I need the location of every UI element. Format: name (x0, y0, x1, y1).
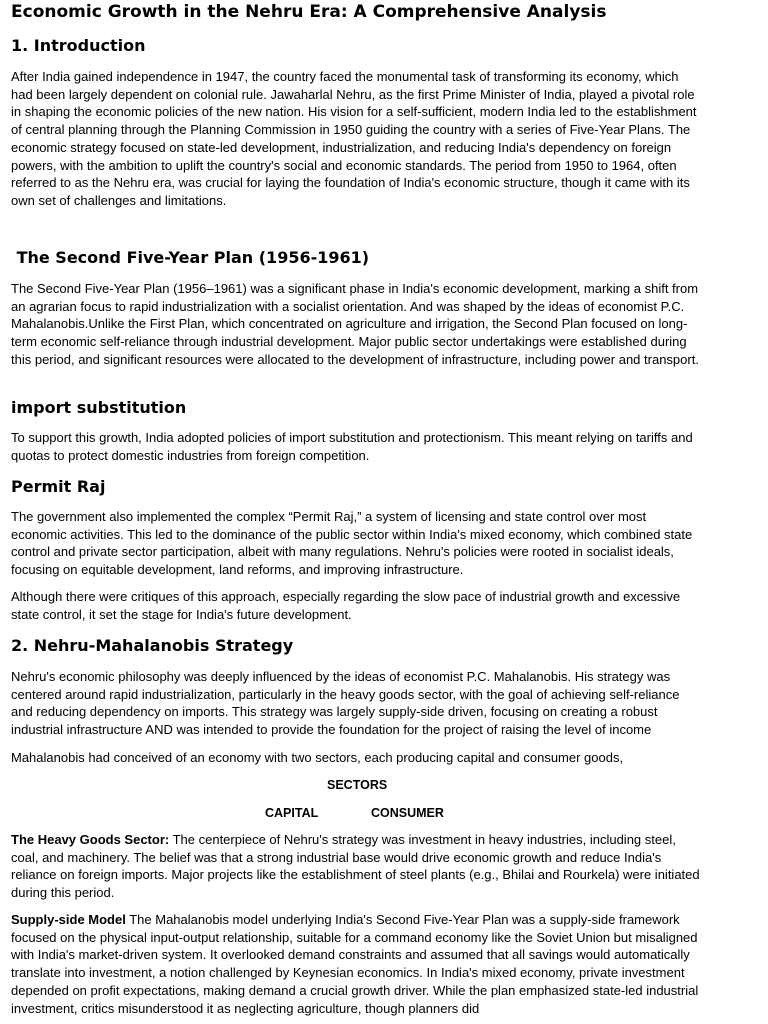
second-plan-heading: The Second Five-Year Plan (1956-1961) (11, 248, 370, 267)
heavy-goods-lead: The Heavy Goods Sector: (11, 832, 170, 847)
second-plan-paragraph: The Second Five-Year Plan (1956–1961) was a significant phase in India's economic development, marking a shift from an agrarian focus to rapid industrialization with a socialist orientation. And was shaped by the ideas of economist P.C. Mahalanobis.Unlike the First Plan, which concentrated on agriculture and irrigation, the Second Plan focused on long-term economic self-reliance through industrial development. Major public sector undertakings were established during this period, and significant resources were allocated to the development of infrastructure, including power and transport. (11, 281, 699, 367)
introduction-paragraph: After India gained independence in 1947, the country faced the monumental task of transforming its economy, which had been largely dependent on colonial rule. Jawaharlal Nehru, as the first Prime Minister of India, played a pivotal role in shaping the economic policies of the new nation. His vision for a self-sufficient, modern India led to the establishment of central planning through the Planning Commission in 1950 guiding the country with a series of Five-Year Plans. The economic strategy focused on state-led development, industrialization, and reducing India's dependency on foreign powers, with the ambition to uplift the country's social and economic standards. The period from 1950 to 1964, often referred to as the Nehru era, was crucial for laying the foundation of India's economic structure, though it came with its own set of challenges and limitations. (11, 69, 697, 208)
supply-side-body: The Mahalanobis model underlying India's Second Five-Year Plan was a supply-side framework focused on the physical input-output relationship, suitable for a command economy like the Soviet Union but misaligned with India's market-driven system. It overlooked demand constraints and assumed that all savings would automatically translate into investment, a notion challenged by Keynesian economics. In India's mixed economy, private investment depended on profit expectations, making demand a crucial growth driver. While the plan emphasized state-led industrial investment, critics misunderstood it as neglecting agriculture, though planners did (11, 912, 699, 1016)
strategy-paragraph-1: Nehru's economic philosophy was deeply influenced by the ideas of economist P.C. Mahalanobis. His strategy was centered around rapid industrialization, particularly in the heavy goods sector, with the goal of achieving self-reliance and reducing dependency on imports. This strategy was largely supply-side driven, focusing on creating a robust industrial infrastructure AND was intended to provide the foundation for the project of raising the level of income (11, 669, 680, 738)
heavy-goods-body: The centerpiece of Nehru's strategy was investment in heavy industries, including steel, coal, and machinery. The belief was that a strong industrial base would drive economic growth and reduce India's reliance on foreign imports. Major projects like the establishment of steel plants (e.g., Bhilai and Rourkela) were initiated during this period. (11, 832, 700, 901)
heavy-goods-paragraph (11, 831, 701, 902)
sectors-label: SECTORS (327, 778, 388, 792)
supply-side-lead: Supply-side Model (11, 912, 126, 927)
permit-raj-paragraph-1: The government also implemented the complex “Permit Raj,” a system of licensing and state control over most economic activities. This led to the dominance of the public sector within India's mixed economy, which combined state control and private sector participation, albeit with many regulations. Nehru's policies were rooted in socialist ideals, focusing on equitable development, land reforms, and improving infrastructure. (11, 509, 693, 578)
strategy-paragraph-2: Mahalanobis had conceived of an economy with two sectors, each producing capital and consumer goods, (11, 750, 624, 765)
capital-label: CAPITAL (265, 806, 319, 820)
document-title: Economic Growth in the Nehru Era: A Comprehensive Analysis (11, 2, 607, 22)
import-substitution-heading: import substitution (11, 398, 187, 417)
introduction-heading: 1. Introduction (11, 36, 146, 55)
strategy-heading: 2. Nehru-Mahalanobis Strategy (11, 636, 294, 655)
supply-side-paragraph (11, 911, 701, 1017)
permit-raj-heading: Permit Raj (11, 477, 106, 496)
permit-raj-paragraph-2: Although there were critiques of this approach, especially regarding the slow pace of industrial growth and excessive state control, it set the stage for India's future development. (11, 589, 681, 622)
consumer-label: CONSUMER (371, 806, 444, 820)
import-substitution-paragraph: To support this growth, India adopted policies of import substitution and protectionism. This meant relying on tariffs and quotas to protect domestic industries from foreign competition. (11, 430, 693, 463)
